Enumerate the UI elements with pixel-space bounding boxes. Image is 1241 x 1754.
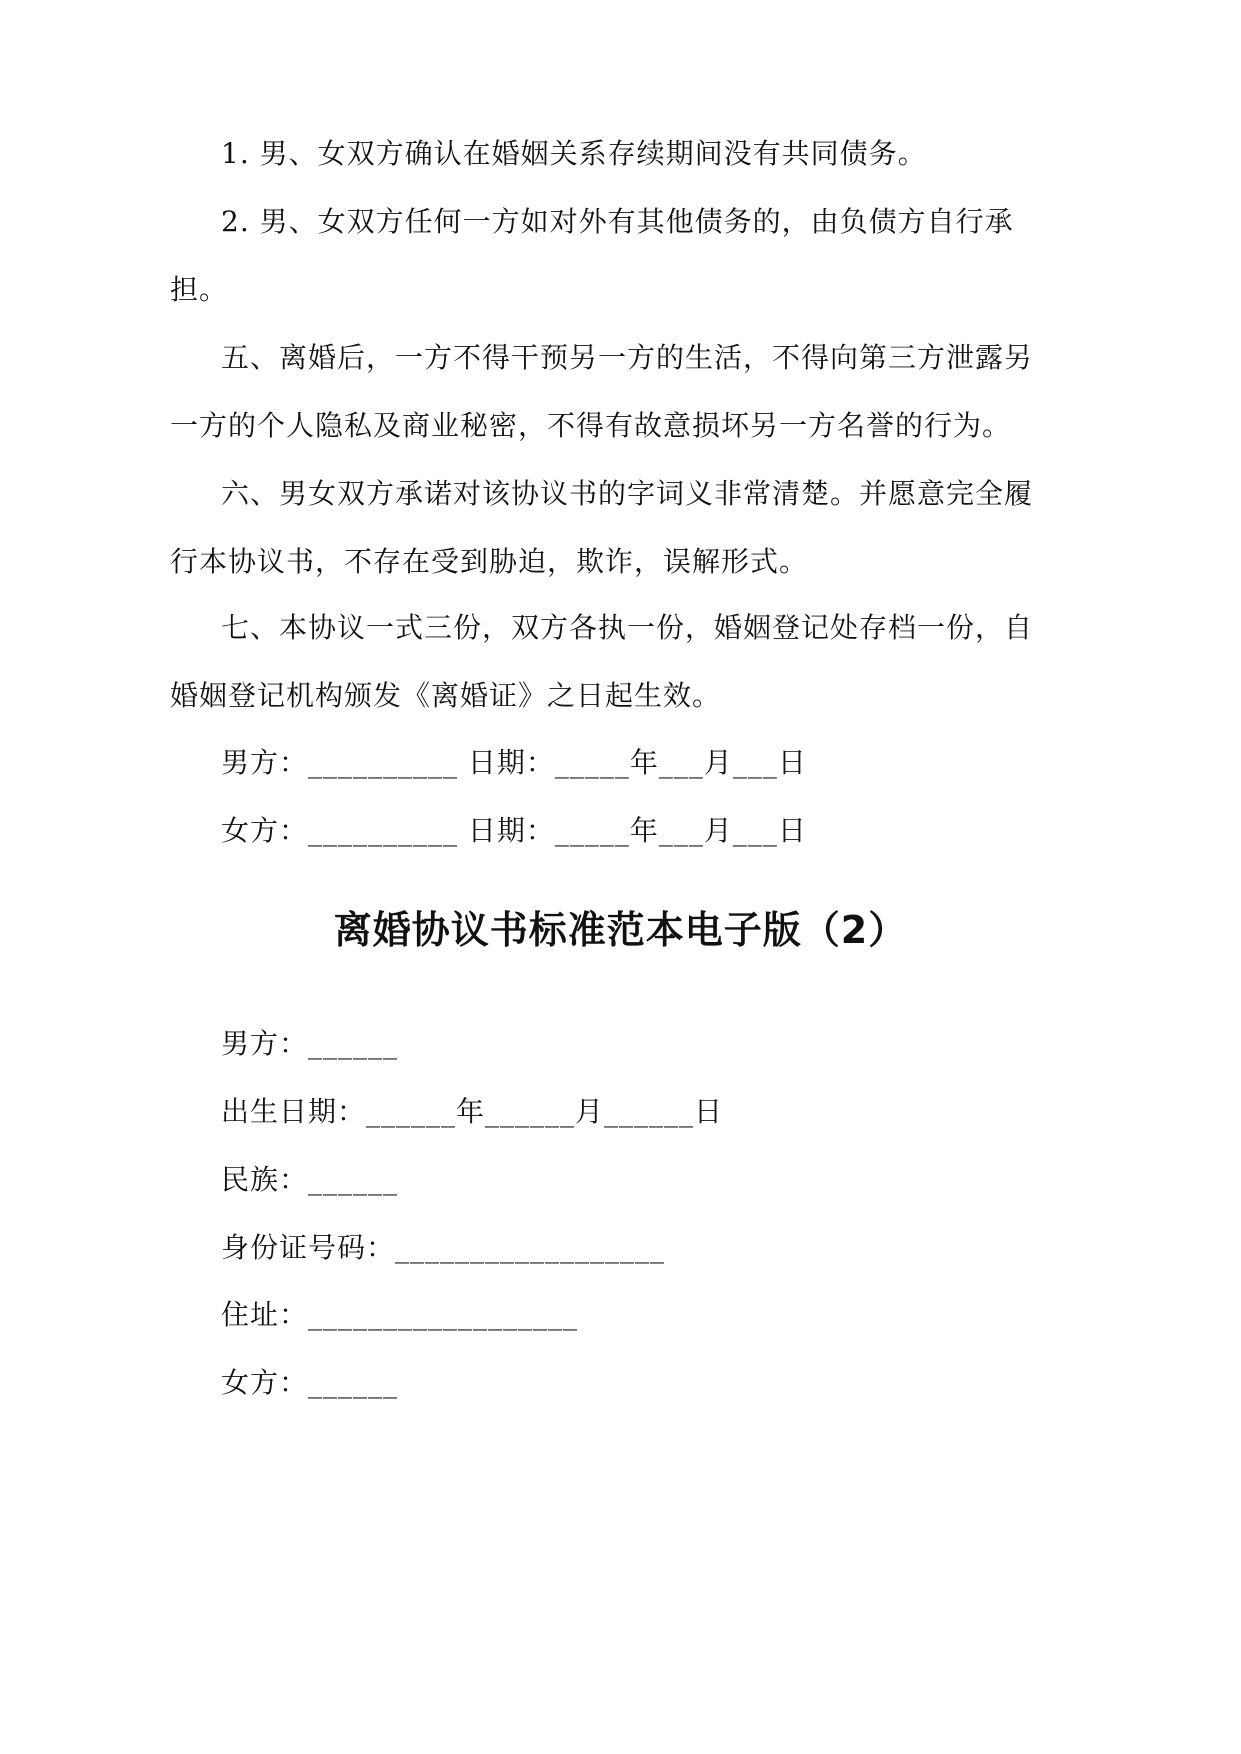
debt-item-1: 1. 男、女双方确认在婚姻关系存续期间没有共同债务。 [221, 137, 927, 170]
male-signature-line: 男方：__________ 日期：_____年___月___日 [221, 746, 807, 779]
clause-6-line-1: 六、男女双方承诺对该协议书的字词义非常清楚。并愿意完全履 [221, 477, 1034, 510]
address-field: 住址：__________________ [221, 1298, 579, 1331]
birth-date-field: 出生日期：______年______月______日 [221, 1095, 724, 1128]
section-2-title: 离婚协议书标准范本电子版（2） [333, 908, 908, 952]
debt-item-2-line-1: 2. 男、女双方任何一方如对外有其他债务的，由负债方自行承 [221, 205, 1014, 238]
male-field: 男方：______ [221, 1027, 399, 1060]
clause-7-line-2: 婚姻登记机构颁发《离婚证》之日起生效。 [170, 679, 722, 712]
clause-5-line-1: 五、离婚后，一方不得干预另一方的生活，不得向第三方泄露另 [221, 341, 1034, 374]
female-field: 女方：______ [221, 1366, 399, 1399]
clause-6-line-2: 行本协议书，不存在受到胁迫，欺诈，误解形式。 [170, 545, 809, 578]
id-number-field: 身份证号码：__________________ [221, 1231, 666, 1264]
ethnicity-field: 民族：______ [221, 1163, 399, 1196]
clause-5-line-2: 一方的个人隐私及商业秘密，不得有故意损坏另一方名誉的行为。 [170, 409, 1012, 442]
debt-item-2-line-2: 担。 [170, 273, 229, 306]
female-signature-line: 女方：__________ 日期：_____年___月___日 [221, 814, 807, 847]
clause-7-line-1: 七、本协议一式三份，双方各执一份，婚姻登记处存档一份，自 [221, 611, 1034, 644]
